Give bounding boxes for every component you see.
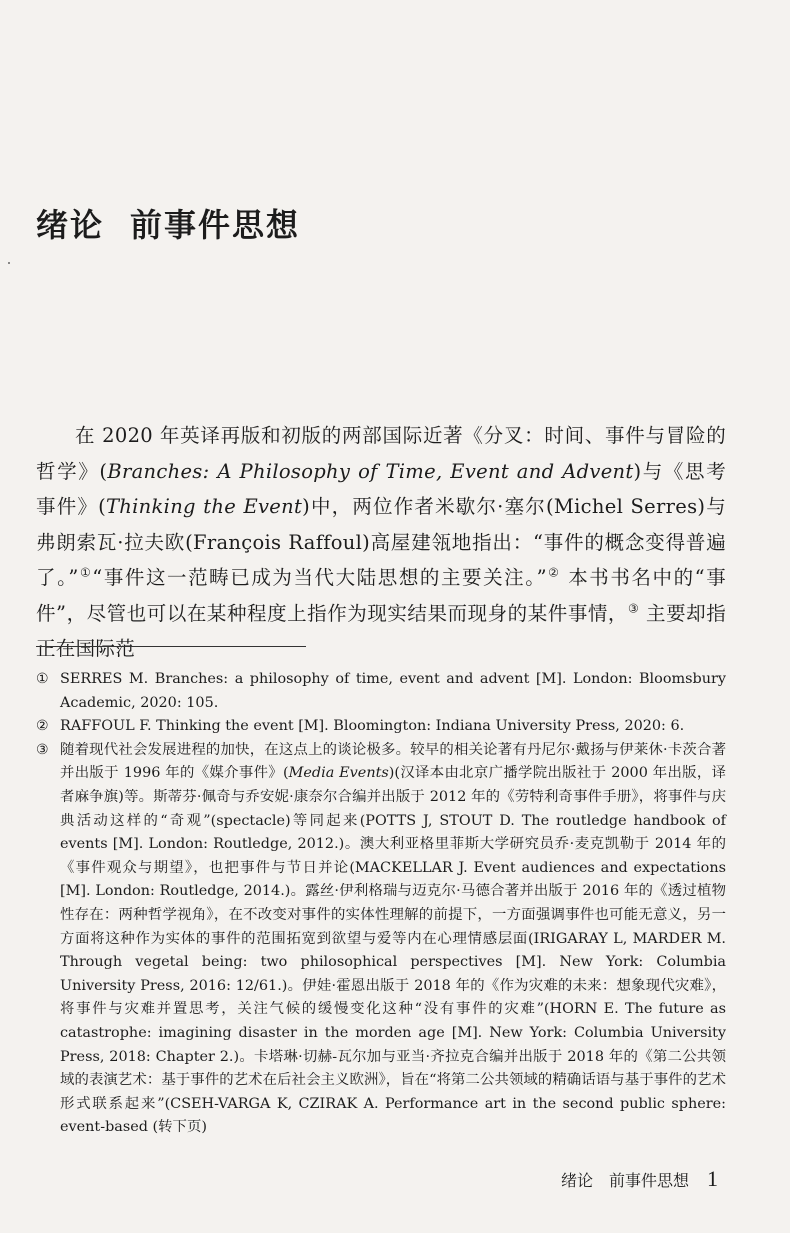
footnote-divider xyxy=(36,646,306,647)
footnote-ref-2[interactable]: ② xyxy=(546,565,561,580)
footnote-1 xyxy=(36,668,726,715)
footnote-marker: ② xyxy=(36,718,49,735)
page-number: 1 xyxy=(707,1166,718,1191)
chapter-name: 前事件思想 xyxy=(130,206,301,244)
footnote-text-part: )(汉译本由北京广播学院出版社于 2000 年出版，译者麻争旗)等。斯蒂芬·佩奇与乔安妮·康奈尔合编并出版于 2012 年的《劳特利奇事件手册》，将事件与庆典活动这样的“奇观”(spectacle)等同起来(POTTS J, STOUT D. The routledge handbook of events [M]. London: Routledge, 2012.)。澳大利亚格里菲斯大学研究员乔·麦克凯勒于 2014 年的《事件观众与期望》，也把事件与节日并论(MACKELLAR J. Event audiences and expectations [M]. London: Routledge, 2014.)。露丝·伊利格瑞与迈克尔·马德合著并出版于 2016 年的《透过植物性存在：两种哲学视角》，在不改变对事件的实体性理解的前提下，一方面强调事件也可能无意义，另一方面将这种作为实体的事件的范围拓宽到欲望与爱等内在心理情感层面(IRIGARAY L, MARDER M. Through vegetal being: two philosophical perspectives [M]. New York: Columbia University Press, 2016: 12/61.)。伊娃·霍恩出版于 2018 年的《作为灾难的未来：想象现代灾难》，将事件与灾难并置思考，关注气候的缓慢变化这种“没有事件的灾难”(HORN E. The future as catastrophe: imagining disaster in the morden age [M]. New York: Columbia University Press, 2018: Chapter 2.)。卡塔琳·切赫-瓦尔加与亚当·齐拉克合编并出版于 2018 年的《第二公共领域的表演艺术：基于事件的艺术在后社会主义欧洲》，旨在“将第二公共领域的精确话语与基于事件的艺术形式联系起来”(CSEH-VARGA K, CZIRAK A. Performance art in the second public sphere: event-based (转下页) xyxy=(60,765,726,1136)
body-italic-2: Thinking the Event xyxy=(105,495,303,518)
body-text-1: 在 2020 年英译再版和初版的两部国际近著《分叉：时间、事件与冒险的哲学》( xyxy=(36,424,726,483)
body-text-4: “事件这一范畴已成为当代大陆思想的主要关注。” xyxy=(92,566,547,589)
footnote-marker: ① xyxy=(36,671,49,687)
footnote-text: SERRES M. Branches: a philosophy of time, event and advent [M]. London: Bloomsbury Academic, 2020: 105. xyxy=(60,671,726,711)
footnote-italic: Media Events xyxy=(288,765,389,782)
footnote-text-part: 随着现代社会发展进程的加快，在这点上的谈论极多。较早的相关论著有丹尼尔·戴扬与伊莱休·卡茨合著并出版于 1996 年的《媒介事件》( xyxy=(60,741,726,782)
chapter-title xyxy=(36,200,300,246)
ink-speck xyxy=(8,262,10,264)
main-paragraph xyxy=(36,418,726,667)
running-footer xyxy=(561,1166,718,1192)
body-text-6: 主要却指正在国际范 xyxy=(36,601,726,660)
footnote-text: RAFFOUL F. Thinking the event [M]. Bloomington: Indiana University Press, 2020: 6. xyxy=(60,718,685,735)
running-footer-title: 绪论 前事件思想 xyxy=(560,1171,689,1190)
footnote-text xyxy=(60,739,726,1140)
chapter-label: 绪论 xyxy=(36,206,105,244)
body-text-5: 本书书名中的“事件”，尽管也可以在某种程度上指作为现实结果而现身的某件事情， xyxy=(36,566,727,625)
body-text-2: )与《思考事件》( xyxy=(36,459,727,518)
footnote-ref-3[interactable]: ③ xyxy=(627,601,640,615)
footnotes xyxy=(36,668,726,1140)
footnote-3 xyxy=(36,739,726,1140)
body-italic-1: Branches: A Philosophy of Time, Event and Advent xyxy=(107,459,634,483)
footnote-2 xyxy=(36,715,726,739)
body-text-3: )中，两位作者米歇尔·塞尔(Michel Serres)与弗朗索瓦·拉夫欧(François Raffoul)高屋建瓴地指出：“事件的概念变得普遍了。” xyxy=(36,495,727,589)
footnote-marker: ③ xyxy=(36,741,49,758)
footnote-ref-1[interactable]: ① xyxy=(78,565,93,580)
